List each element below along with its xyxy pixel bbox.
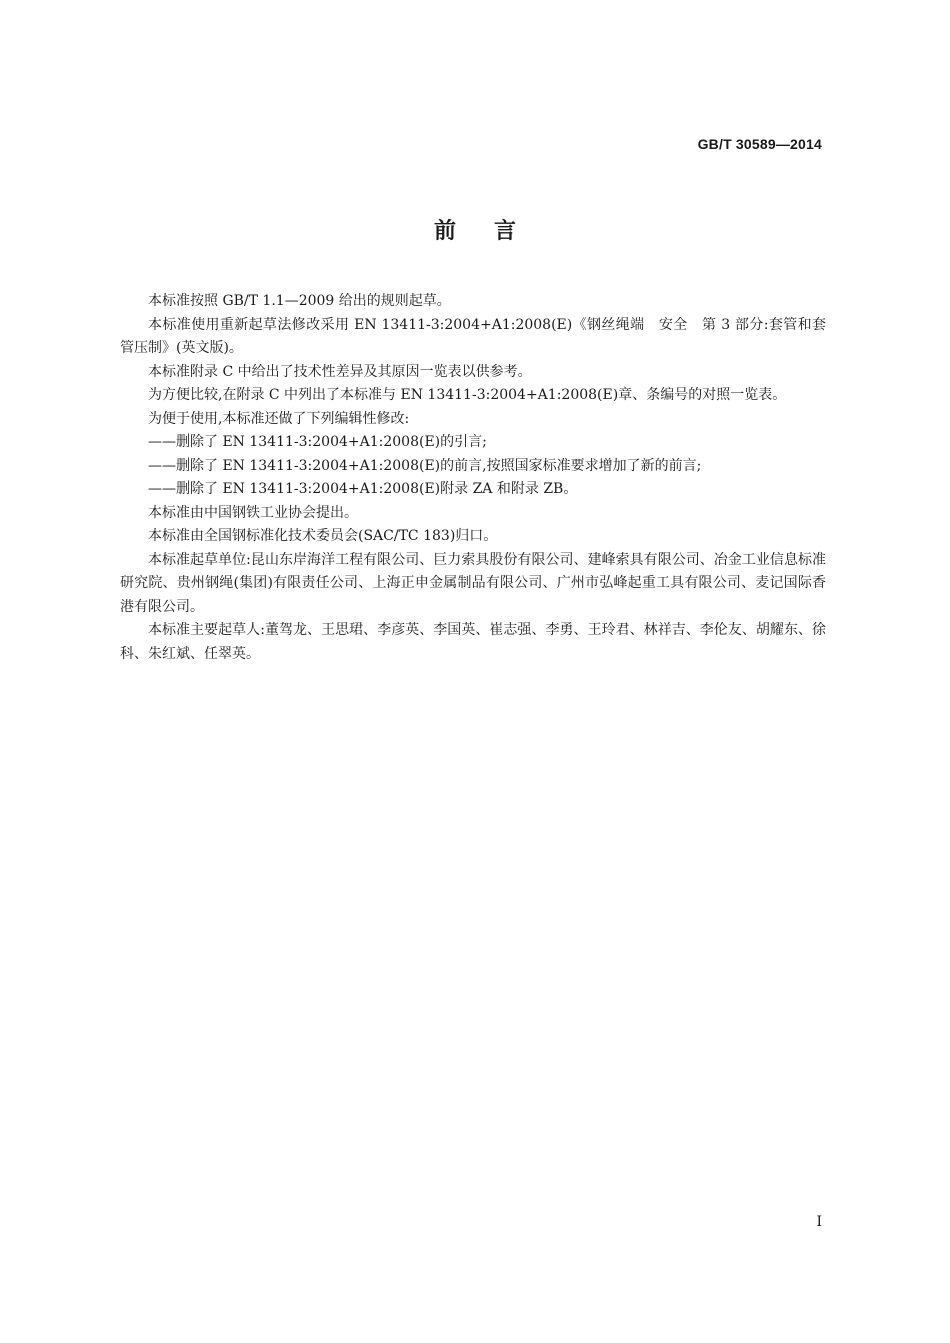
list-item: ——删除了 EN 13411-3:2004+A1:2008(E)的前言,按照国家标准要求增加了新的前言; xyxy=(148,457,702,474)
list-item: ——删除了 EN 13411-3:2004+A1:2008(E)的引言; xyxy=(148,434,487,450)
foreword-body xyxy=(120,290,826,666)
paragraph-proposer: 本标准由中国钢铁工业协会提出。 xyxy=(148,504,358,521)
paragraph-technical-committee: 本标准由全国钢标准化技术委员会(SAC/TC 183)归口。 xyxy=(148,528,498,544)
standard-code: GB/T 30589—2014 xyxy=(697,136,822,152)
paragraph-adoption: 本标准使用重新起草法修改采用 EN 13411-3:2004+A1:2008(E)《钢丝绳端 安全 第 3 部分:套管和套管压制》(英文版)。 xyxy=(120,316,826,356)
paragraph-drafting-rules: 本标准按照 GB/T 1.1—2009 给出的规则起草。 xyxy=(148,293,451,309)
page-number: I xyxy=(816,1214,822,1230)
list-item: ——删除了 EN 13411-3:2004+A1:2008(E)附录 ZA 和附录 ZB。 xyxy=(148,481,578,497)
paragraph-annex-c-differences: 本标准附录 C 中给出了技术性差异及其原因一览表以供参考。 xyxy=(148,363,532,380)
page-title: 前言 xyxy=(433,219,554,244)
paragraph-editorial-changes: 为便于使用,本标准还做了下列编辑性修改: xyxy=(148,410,410,427)
paragraph-drafters: 本标准主要起草人:董驾龙、王思珺、李彦英、李国英、崔志强、李勇、王玲君、林祥吉、李伦友、胡耀东、徐科、朱红斌、任翠英。 xyxy=(120,622,826,662)
paragraph-annex-c-comparison: 为方便比较,在附录 C 中列出了本标准与 EN 13411-3:2004+A1:2008(E)章、条编号的对照一览表。 xyxy=(148,387,787,403)
paragraph-drafting-units: 本标准起草单位:昆山东岸海洋工程有限公司、巨力索具股份有限公司、建峰索具有限公司、冶金工业信息标准研究院、贵州钢绳(集团)有限责任公司、上海正申金属制品有限公司、广州市弘峰起重工具有限公司、麦记国际香港有限公司。 xyxy=(120,551,826,615)
